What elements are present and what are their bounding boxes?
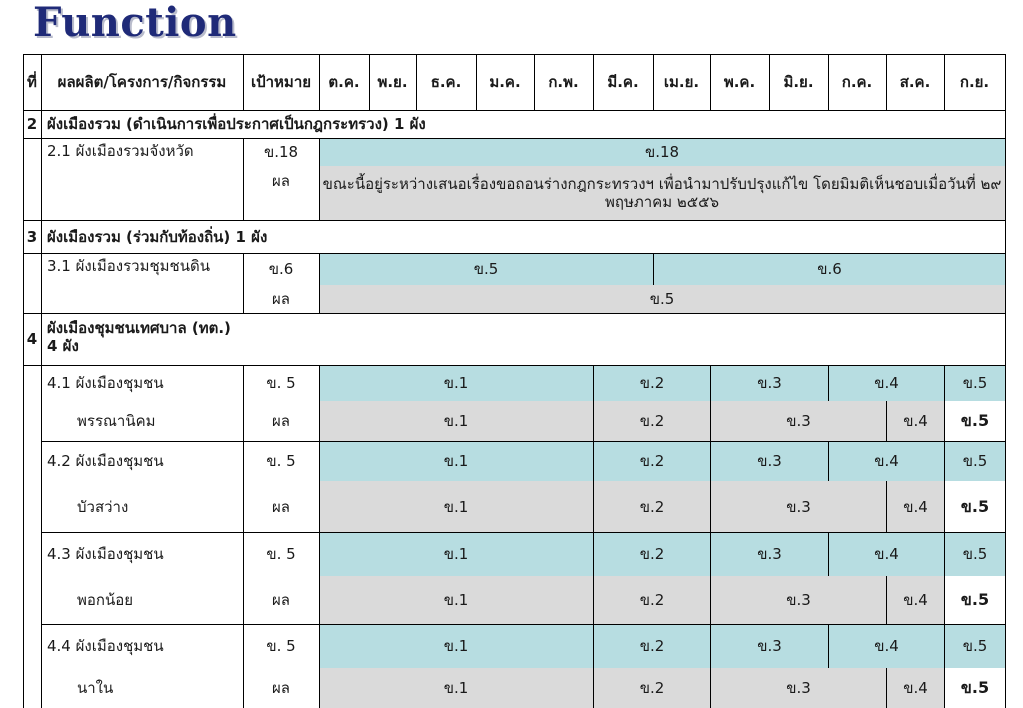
result-label: ผล <box>272 412 290 430</box>
grid-line <box>23 110 1006 111</box>
plan-bar: ข.5 <box>944 365 1005 401</box>
result-label: ผล <box>272 172 290 190</box>
plan-bar: ข.1 <box>319 441 593 481</box>
project-name: 4.4 ผังเมืองชุมชน <box>47 637 164 655</box>
grid-line <box>41 220 42 253</box>
project-name-line2: นาใน <box>77 679 114 697</box>
plan-bar: ข.1 <box>319 365 593 401</box>
grid-line <box>41 313 42 365</box>
grid-line <box>944 54 945 110</box>
plan-bar: ข.2 <box>593 532 710 576</box>
target-value: ข.6 <box>268 260 294 278</box>
actual-bar: ข.2 <box>593 401 710 441</box>
grid-line <box>23 138 1006 139</box>
grid-line <box>369 54 370 110</box>
plan-bar: ข.4 <box>828 624 944 668</box>
plan-bar: ข.1 <box>319 624 593 668</box>
grid-line <box>41 253 42 313</box>
grid-line <box>23 220 1006 221</box>
target-value: ข.18 <box>263 143 299 161</box>
header-month: ก.พ. <box>548 73 579 91</box>
actual-bar: ข.2 <box>593 481 710 532</box>
project-name: 4.1 ผังเมืองชุมชน <box>47 374 164 392</box>
grid-line <box>23 54 1006 55</box>
section-title: ผังเมืองรวม (ดำเนินการเพื่อประกาศเป็นกฎกระทรวง) 1 ผัง <box>47 115 426 133</box>
target-value: ข. 5 <box>266 637 296 655</box>
project-name-line2: พอกน้อย <box>77 591 134 609</box>
plan-bar: ข.4 <box>828 365 944 401</box>
grid-line <box>23 253 1006 254</box>
header-month: ต.ค. <box>328 73 360 91</box>
header-month: ก.ค. <box>841 73 873 91</box>
grid-line <box>653 54 654 110</box>
section-title-sub: 4 ผัง <box>47 337 79 355</box>
actual-bar: ข.2 <box>593 576 710 624</box>
result-label: ผล <box>272 290 290 308</box>
header-target: เป้าหมาย <box>250 73 312 91</box>
grid-line <box>476 54 477 110</box>
grid-line <box>416 54 417 110</box>
header-month: ก.ย. <box>959 73 990 91</box>
page-title: Function <box>33 0 237 46</box>
section-title: ผังเมืองรวม (ร่วมกับท้องถิ่น) 1 ผัง <box>47 227 268 246</box>
actual-bar: ข.1 <box>319 401 593 441</box>
header-month: มี.ค. <box>607 73 639 91</box>
actual-bar: ข.1 <box>319 668 593 708</box>
grid-line <box>319 138 320 220</box>
actual-bar: ข.5 <box>944 401 1005 441</box>
grid-line <box>41 441 1006 442</box>
grid-line <box>243 253 244 313</box>
actual-bar: ข.5 <box>944 668 1005 708</box>
plan-bar: ข.3 <box>710 365 828 401</box>
plan-bar: ข.2 <box>593 365 710 401</box>
grid-line <box>710 54 711 110</box>
target-value: ข. 5 <box>266 374 296 392</box>
plan-bar: ข.1 <box>319 532 593 576</box>
plan-bar: ข.2 <box>593 624 710 668</box>
section-number: 2 <box>26 115 38 133</box>
actual-bar: ข.3 <box>710 401 886 441</box>
actual-bar: ข.1 <box>319 576 593 624</box>
target-value: ข. 5 <box>266 452 296 470</box>
grid-line <box>23 365 1006 366</box>
grid-line <box>886 54 887 110</box>
actual-bar: ข.5 <box>944 481 1005 532</box>
header-month: มิ.ย. <box>783 73 814 91</box>
target-value: ข. 5 <box>266 545 296 563</box>
header-month: พ.ย. <box>377 73 408 91</box>
header-month: ธ.ค. <box>430 73 462 91</box>
section-number: 4 <box>26 330 38 348</box>
header-no: ที่ <box>27 73 37 91</box>
project-name: 4.2 ผังเมืองชุมชน <box>47 452 164 470</box>
actual-bar: ข.4 <box>886 576 944 624</box>
grid-line <box>243 54 244 110</box>
header-month: ส.ค. <box>899 73 931 91</box>
grid-line <box>243 365 244 708</box>
plan-bar: ข.5 <box>944 441 1005 481</box>
grid-line <box>319 54 320 110</box>
plan-bar: ข.5 <box>944 624 1005 668</box>
project-name: 2.1 ผังเมืองรวมจังหวัด <box>47 142 194 160</box>
grid-line <box>23 54 24 708</box>
status-note: ขณะนี้อยู่ระหว่างเสนอเรื่องขอถอนร่างกฎกระทรวงฯ เพื่อนำมาปรับปรุงแก้ไข โดยมิมติเห็นชอบเมื่อวันที่ ๒๙ พฤษภาคม ๒๕๕๖ <box>319 166 1005 220</box>
section-number: 3 <box>26 227 38 246</box>
grid-line <box>1005 54 1006 110</box>
plan-bar: ข.4 <box>828 532 944 576</box>
header-product: ผลผลิต/โครงการ/กิจกรรม <box>57 73 227 91</box>
plan-bar: ข.3 <box>710 532 828 576</box>
actual-bar: ข.2 <box>593 668 710 708</box>
actual-bar: ข.4 <box>886 668 944 708</box>
grid-line <box>41 138 42 220</box>
section-title-main: ผังเมืองชุมชนเทศบาล (ทต.) <box>47 319 231 337</box>
grid-line <box>41 532 1006 533</box>
project-name-line2: พรรณานิคม <box>77 412 156 430</box>
plan-bar: ข.5 <box>944 532 1005 576</box>
section-title <box>41 313 1005 365</box>
actual-bar: ข.1 <box>319 481 593 532</box>
actual-bar: ข.4 <box>886 481 944 532</box>
grid-line <box>23 313 1006 314</box>
grid-line <box>41 624 1006 625</box>
grid-line <box>243 138 244 220</box>
header-month: เม.ย. <box>663 73 700 91</box>
plan-bar: ข.4 <box>828 441 944 481</box>
grid-line <box>828 54 829 110</box>
actual-bar: ข.5 <box>319 285 1005 313</box>
grid-line <box>319 253 320 313</box>
plan-bar: ข.6 <box>653 253 1005 285</box>
project-name: 4.3 ผังเมืองชุมชน <box>47 545 164 563</box>
project-name: 3.1 ผังเมืองรวมชุมชนดิน <box>47 257 210 275</box>
grid-line <box>1005 54 1006 708</box>
plan-bar: ข.3 <box>710 624 828 668</box>
actual-bar: ข.3 <box>710 481 886 532</box>
grid-line <box>593 54 594 110</box>
header-month: พ.ค. <box>723 73 756 91</box>
grid-line <box>769 54 770 110</box>
result-label: ผล <box>272 591 290 609</box>
actual-bar: ข.5 <box>944 576 1005 624</box>
grid-line <box>319 365 320 708</box>
actual-bar: ข.3 <box>710 576 886 624</box>
project-name-line2: บัวสว่าง <box>77 497 129 516</box>
result-label: ผล <box>272 679 290 697</box>
grid-line <box>534 54 535 110</box>
header-month: ม.ค. <box>489 73 521 91</box>
plan-bar: ข.3 <box>710 441 828 481</box>
plan-bar: ข.5 <box>319 253 653 285</box>
result-label: ผล <box>272 497 290 516</box>
plan-bar: ข.2 <box>593 441 710 481</box>
grid-line <box>41 110 42 138</box>
actual-bar: ข.3 <box>710 668 886 708</box>
grid-line <box>41 54 42 110</box>
grid-line <box>41 365 42 708</box>
plan-bar: ข.18 <box>319 138 1005 166</box>
actual-bar: ข.4 <box>886 401 944 441</box>
